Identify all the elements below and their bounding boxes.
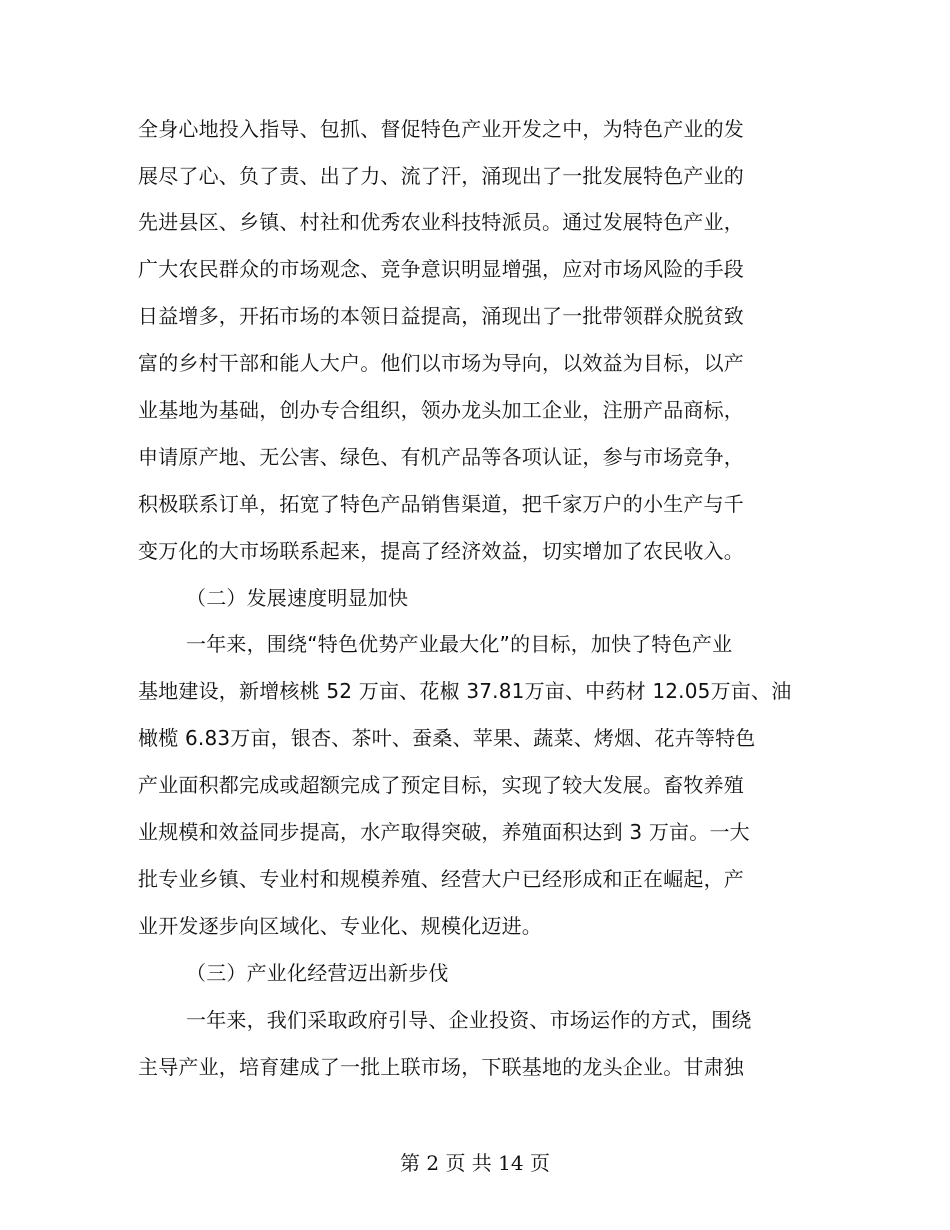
page-footer: 第 2 页 共 14 页	[400, 1151, 550, 1175]
paragraph-line: 批专业乡镇、专业村和规模养殖、经营大户已经形成和正在崛起，产	[138, 867, 744, 891]
section-heading: （三）产业化经营迈出新步伐	[186, 961, 449, 985]
paragraph-line: 业基地为基础，创办专合组织，领办龙头加工企业，注册产品商标，	[138, 398, 744, 422]
paragraph-line: 业规模和效益同步提高，水产取得突破，养殖面积达到 3 万亩。一大	[138, 820, 750, 844]
paragraph-line: 一年来，我们采取政府引导、企业投资、市场运作的方式，围绕	[186, 1008, 752, 1032]
paragraph-line: 日益增多，开拓市场的本领日益提高，涌现出了一批带领群众脱贫致	[138, 304, 744, 328]
paragraph-line: 业开发逐步向区域化、专业化、规模化迈进。	[138, 914, 542, 938]
paragraph-line: 主导产业，培育建成了一批上联市场，下联基地的龙头企业。甘肃独	[138, 1055, 744, 1079]
paragraph-line: 产业面积都完成或超额完成了预定目标，实现了较大发展。畜牧养殖	[138, 773, 744, 797]
paragraph-line: 基地建设，新增核桃 52 万亩、花椒 37.81万亩、中药材 12.05万亩、油	[138, 679, 792, 703]
paragraph-line: 富的乡村干部和能人大户。他们以市场为导向，以效益为目标，以产	[138, 351, 744, 375]
paragraph-line: 广大农民群众的市场观念、竞争意识明显增强，应对市场风险的手段	[138, 257, 744, 281]
paragraph-line: 展尽了心、负了责、出了力、流了汗，涌现出了一批发展特色产业的	[138, 164, 744, 188]
paragraph-line: 橄榄 6.83万亩，银杏、茶叶、蚕桑、苹果、蔬菜、烤烟、花卉等特色	[138, 726, 756, 750]
paragraph-line: 全身心地投入指导、包抓、督促特色产业开发之中，为特色产业的发	[138, 117, 744, 141]
paragraph-line: 积极联系订单，拓宽了特色产品销售渠道，把千家万户的小生产与千	[138, 492, 744, 516]
paragraph-line: 一年来，围绕“特色优势产业最大化”的目标，加快了特色产业	[186, 632, 733, 656]
paragraph-line: 申请原产地、无公害、绿色、有机产品等各项认证，参与市场竞争，	[138, 445, 744, 469]
section-heading: （二）发展速度明显加快	[186, 586, 409, 610]
paragraph-line: 变万化的大市场联系起来，提高了经济效益，切实增加了农民收入。	[138, 539, 744, 563]
paragraph-line: 先进县区、乡镇、村社和优秀农业科技特派员。通过发展特色产业，	[138, 210, 744, 234]
